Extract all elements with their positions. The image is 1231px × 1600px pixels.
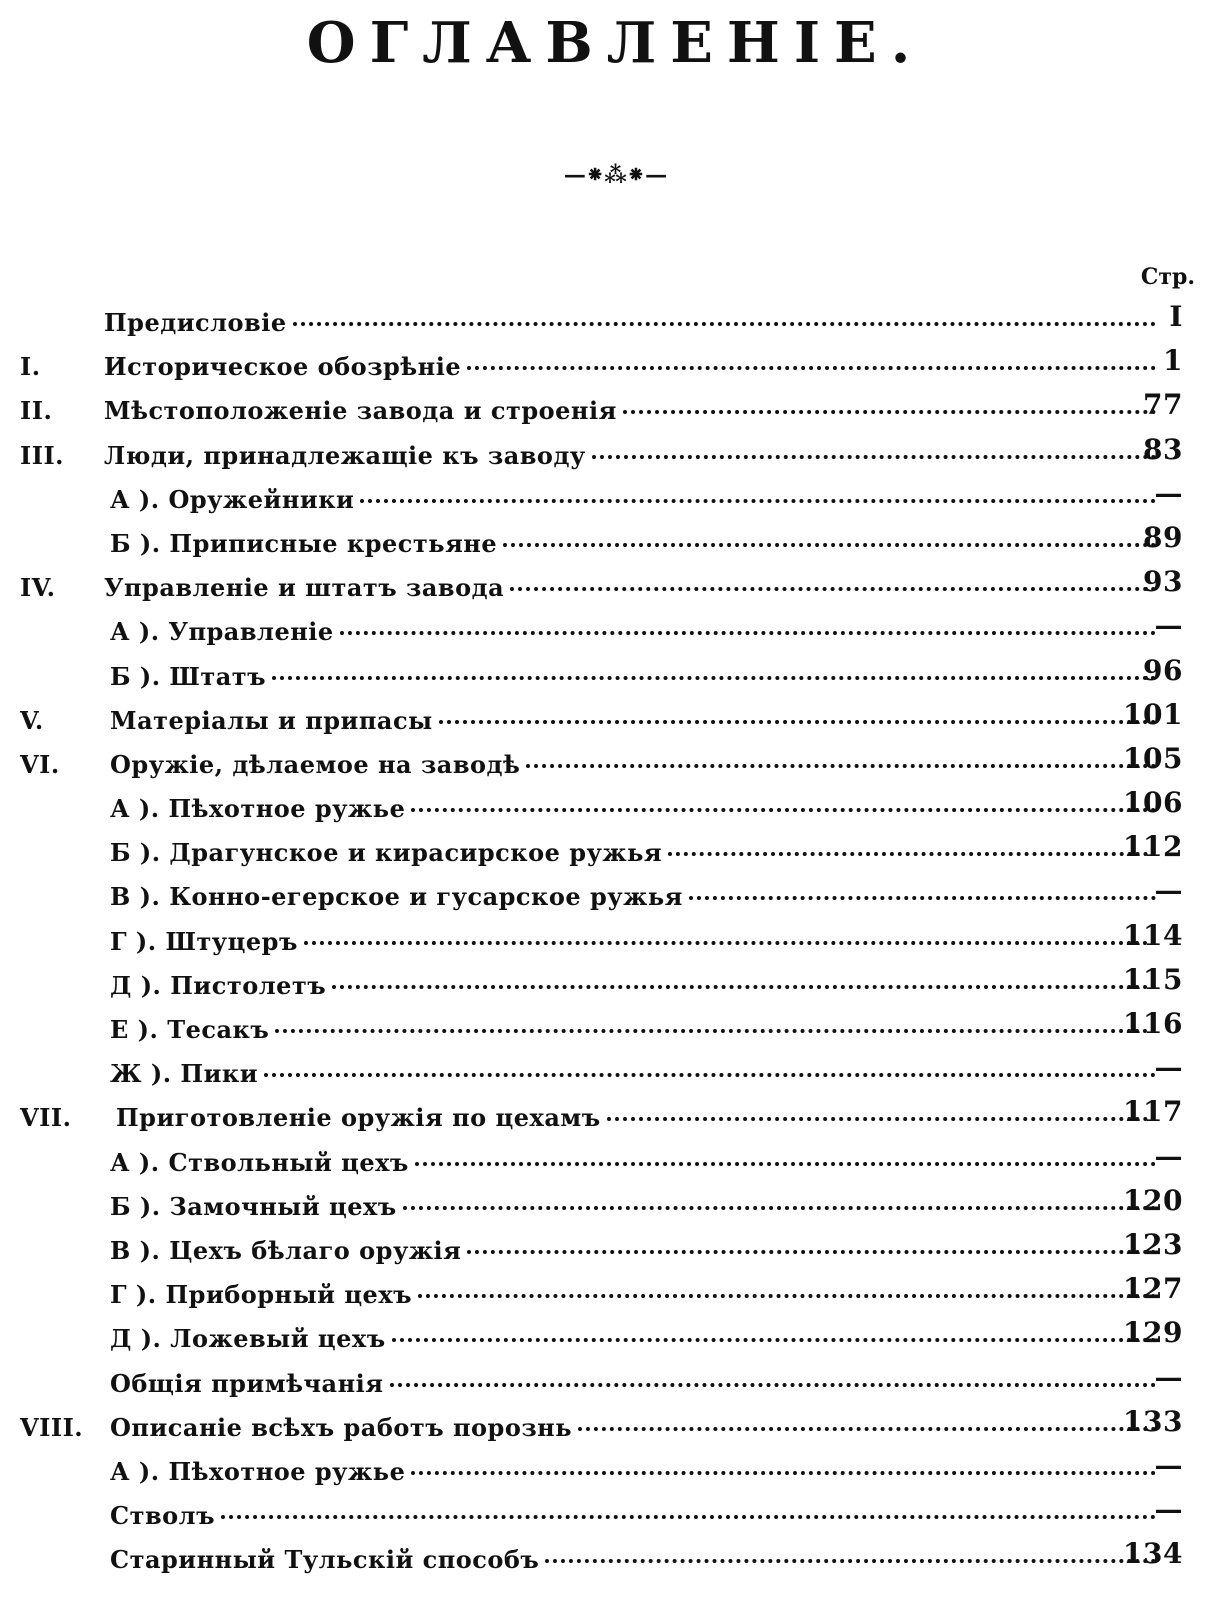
toc-entry [0,963,1231,1007]
dot-leader [390,1383,1157,1387]
dot-leader [467,1250,1156,1254]
toc-entry-title: А ). Пѣхотное ружье [110,794,406,824]
toc-entry-page-number: — [1154,1493,1183,1527]
toc-entry [0,654,1231,698]
dot-leader [526,764,1156,768]
toc-entry-body [110,1324,1156,1354]
toc-entry [0,1184,1231,1228]
toc-entry-page-number: 105 [1123,741,1183,775]
toc-entry-title: Управленіе и штатъ завода [104,573,505,603]
toc-entry-page-number: 89 [1143,520,1183,554]
dot-leader [623,410,1156,414]
toc-entry-page-number: — [1154,1360,1183,1394]
toc-entry-title: Люди, принадлежащіе къ заводу [104,440,586,470]
toc-entry-page-number: 134 [1123,1537,1183,1571]
toc-entry [0,1405,1231,1449]
toc-entry-numeral: VI. [20,749,60,779]
toc-entry-page-number: — [1154,1448,1183,1482]
dot-leader [503,543,1156,547]
toc-entry-body [110,617,1156,647]
page-column-header: Стр. [1140,264,1195,290]
toc-entry-title: Предисловіе [104,308,287,337]
toc-entry-body [110,1015,1156,1045]
toc-entry-title: Описаніе всѣхъ работъ порознь [110,1412,573,1442]
toc-entry-page-number: 93 [1143,565,1183,599]
ornament-divider: —⁕⁂⁕— [563,162,668,188]
dot-leader [411,808,1156,812]
toc-entry-numeral: I. [20,352,41,382]
toc-entry [0,477,1231,521]
toc-entry-body [104,352,1156,382]
dot-leader [275,1029,1156,1033]
toc-entry-page-number: 129 [1123,1316,1183,1350]
toc-entry-body [110,1280,1156,1310]
toc-entry-title: Д ). Пистолетъ [110,970,327,1000]
toc-entry [0,874,1231,918]
toc-entry-page-number: 106 [1123,786,1183,820]
toc-entry-body [110,1148,1156,1178]
toc-entry-title: Б ). Штатъ [110,661,267,691]
dot-leader [668,852,1156,856]
toc-entry [0,1095,1231,1139]
dot-leader [510,587,1156,591]
toc-entry-page-number: 96 [1143,653,1183,687]
dot-leader [578,1427,1156,1431]
toc-entry-body [110,971,1156,1001]
toc-entry-page-number: 114 [1123,918,1183,952]
toc-entry-body [104,573,1156,603]
toc-entry [0,1493,1231,1537]
toc-entry-body [110,485,1156,515]
toc-entry-body [110,1192,1156,1222]
toc-entry-title: Общія примѣчанія [110,1368,384,1398]
toc-entry [0,300,1231,344]
dot-leader [221,1515,1156,1519]
toc-entry-title: А ). Оружейники [110,484,355,514]
toc-entry-title: Матеріалы и припасы [110,705,433,735]
toc-entry [0,388,1231,432]
toc-entry-body [110,529,1156,559]
toc-entry-body [104,396,1156,426]
toc-entry-page-number: I [1169,300,1183,333]
dot-leader [360,499,1156,503]
toc-entry [0,1272,1231,1316]
dot-leader [264,1073,1156,1077]
toc-entry-page-number: 123 [1123,1227,1183,1261]
toc-entry-title: Б ). Драгунское и кирасирское ружья [110,838,663,868]
toc-entry-title: А ). Ствольный цехъ [110,1147,409,1177]
toc-entry-body [110,1059,1156,1089]
dot-leader [392,1338,1156,1342]
toc-entry [0,1316,1231,1360]
toc-entry-body [104,308,1156,338]
toc-entry-body [110,1501,1156,1531]
toc-entry [0,698,1231,742]
toc-entry [0,919,1231,963]
toc-entry-page-number: 112 [1123,830,1183,864]
toc-entry-numeral: V. [20,705,44,735]
dot-leader [411,1471,1156,1475]
toc-entry [0,433,1231,477]
toc-entry-numeral: IV. [20,573,56,603]
toc-entry [0,1051,1231,1095]
toc-entry-page-number: 101 [1123,697,1183,731]
toc-entry [0,565,1231,609]
toc-entry-body [110,1413,1156,1443]
toc-entry-title: В ). Конно-егерское и гусарское ружья [110,882,683,912]
dot-leader [332,985,1156,989]
toc-entry-page-number: 115 [1123,962,1183,996]
dot-leader [689,896,1156,900]
toc-entry-page-number: — [1154,874,1183,908]
toc-entry-page-number: — [1154,1051,1183,1085]
toc-entry-body [104,441,1156,471]
dot-leader [293,322,1156,326]
dot-leader [545,1559,1156,1563]
toc-entry-page-number: 83 [1143,432,1183,466]
toc-entry-body [110,1369,1156,1399]
toc-entry-title: А ). Управленіе [110,617,334,647]
toc-entry-title: Приготовленіе оружія по цехамъ [116,1103,601,1133]
toc-entry-title: Г ). Приборный цехъ [110,1280,413,1310]
dot-leader [340,631,1156,635]
toc-entry-title: Историческое обозрѣніе [104,352,462,382]
dot-leader [272,676,1156,680]
toc-entry-page-number: 120 [1123,1183,1183,1217]
dot-leader [415,1162,1156,1166]
toc-entry [0,1228,1231,1272]
toc-entry [0,1140,1231,1184]
toc-entry-page-number: 77 [1143,388,1183,422]
dot-leader [403,1206,1156,1210]
toc-entry [0,1361,1231,1405]
toc-entry-page-number: 127 [1123,1272,1183,1306]
toc-entry-title: В ). Цехъ бѣлаго оружія [110,1235,462,1265]
toc-entry [0,742,1231,786]
toc-entry-body [110,927,1156,957]
dot-leader [607,1117,1156,1121]
toc-entry [0,344,1231,388]
toc-entry-title: Д ). Ложевый цехъ [110,1324,386,1354]
toc-entry-numeral: III. [20,440,65,470]
toc-entry-page-number: — [1154,476,1183,510]
toc-entry-page-number: 133 [1123,1404,1183,1438]
dot-leader [439,720,1156,724]
toc-entry-title: Б ). Замочный цехъ [110,1191,397,1221]
toc-entry-title: Е ). Тесакъ [110,1015,270,1044]
toc-entry-page-number: 117 [1123,1095,1183,1129]
toc-entry-body [110,750,1156,780]
toc-entry-numeral: VIII. [20,1412,84,1442]
table-of-contents [0,300,1231,1581]
toc-entry-body [110,1545,1156,1575]
toc-entry-body [110,1457,1156,1487]
toc-entry-numeral: II. [20,396,53,426]
toc-entry-numeral: VII. [20,1103,72,1133]
toc-entry-title: А ). Пѣхотное ружье [110,1456,406,1486]
toc-entry-body [110,1236,1156,1266]
dot-leader [418,1294,1156,1298]
toc-entry-page-number: 116 [1123,1007,1183,1040]
toc-entry-title: Оружіе, дѣлаемое на заводѣ [110,749,521,779]
toc-entry-body [110,882,1156,912]
toc-entry-title: Г ). Штуцеръ [110,926,298,956]
toc-entry-body [110,794,1156,824]
toc-entry-body [110,706,1156,736]
toc-entry-page-number: 1 [1163,344,1183,378]
dot-leader [592,455,1156,459]
toc-entry-title: Стволъ [110,1501,215,1531]
toc-entry [0,1449,1231,1493]
toc-entry-body [116,1103,1156,1133]
toc-entry [0,786,1231,830]
toc-entry-title: Ж ). Пики [110,1059,259,1089]
toc-entry-page-number: — [1154,1139,1183,1173]
toc-entry-title: Старинный Тульскій способъ [110,1545,540,1575]
toc-entry-body [110,838,1156,868]
dot-leader [304,941,1156,945]
dot-leader [467,366,1156,370]
toc-entry-page-number: — [1154,609,1183,643]
toc-entry [0,521,1231,565]
toc-entry-body [110,662,1156,692]
toc-entry-title: Б ). Приписные крестьяне [110,528,498,558]
page-title: ОГЛАВЛЕНІЕ. [306,10,925,76]
toc-entry [0,1007,1231,1051]
toc-entry [0,830,1231,874]
toc-entry [0,1537,1231,1581]
toc-entry-title: Мѣстоположеніе завода и строенія [104,396,617,426]
toc-entry [0,609,1231,653]
